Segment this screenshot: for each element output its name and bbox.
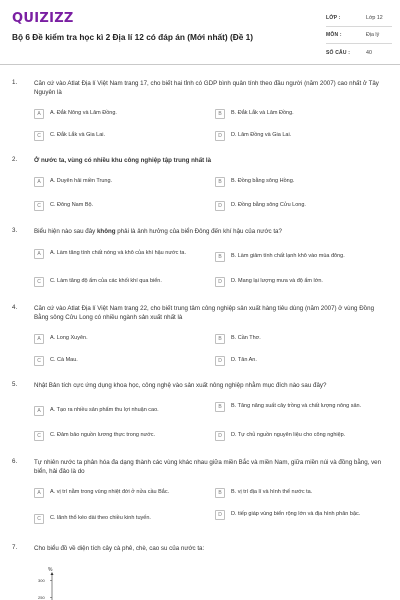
option-letter: D (215, 431, 225, 441)
option-letter: D (215, 277, 225, 287)
option-a[interactable] (34, 249, 210, 259)
option-letter: D (215, 201, 225, 211)
option-letter: D (215, 131, 225, 141)
option-letter: C (34, 201, 44, 211)
question-text: Ở nước ta, vùng có nhiều khu công nghiệp tập trung nhất là (34, 157, 212, 164)
option-d[interactable] (215, 356, 393, 366)
option-text: C. Đông Nam Bộ. (50, 202, 94, 208)
option-letter: A (34, 109, 44, 119)
chart-unit-label: % (48, 567, 53, 573)
question-text: Cho biểu đồ về diện tích cây cà phê, chè, cao su của nước ta: (34, 545, 205, 552)
option-letter: B (215, 334, 225, 344)
question-text-post: phải là ảnh hưởng của biển Đông đến khí hậu của nước ta? (115, 228, 282, 235)
option-letter: D (215, 356, 225, 366)
option-letter: C (34, 431, 44, 441)
option-letter: C (34, 131, 44, 141)
question-text-emphasis: không (96, 228, 116, 235)
meta-row-subject (326, 27, 392, 44)
meta-label: MÔN : (326, 32, 342, 38)
option-text: A. Duyên hải miền Trung. (50, 178, 113, 184)
option-text: A. Làm tăng tính chất nóng và khô của khí hậu nước ta. (50, 250, 187, 256)
option-b[interactable] (215, 177, 393, 187)
option-text: D. Lâm Đồng và Gia Lai. (231, 132, 292, 138)
option-text: B. vị trí địa lí và hình thể nước ta. (231, 489, 313, 495)
option-letter: A (34, 249, 44, 259)
option-d[interactable] (215, 131, 393, 141)
option-b[interactable] (215, 252, 393, 262)
meta-table (326, 10, 392, 61)
option-c[interactable] (34, 277, 210, 287)
question-number: 1. (12, 79, 18, 86)
option-text: C. Đắk Lắk và Gia Lai. (50, 132, 106, 138)
question-number: 5. (12, 381, 18, 388)
option-text: A. vị trí nằm trong vùng nhiệt đới ở nửa cầu Bắc. (50, 489, 170, 495)
chart-fragment (30, 562, 90, 600)
meta-value: Địa lý (366, 32, 380, 38)
option-letter: A (34, 406, 44, 416)
option-text: B. Cần Thơ. (231, 335, 261, 341)
question-text-pre: Biểu hiện nào sau đây (34, 228, 97, 235)
option-letter: B (215, 252, 225, 262)
option-text: D. Tự chủ nguồn nguyên liệu cho công nghiệp. (231, 432, 346, 438)
question-text: Căn cứ vào Atlat Địa lí Việt Nam trang 17, cho biết hai tỉnh có GDP bình quân tính theo đầu người (năm 2007) cao nhất ở Tây Nguyên là (34, 80, 379, 96)
meta-value: 40 (366, 49, 372, 56)
option-c[interactable] (34, 356, 210, 366)
option-letter: D (215, 510, 225, 520)
meta-row-class (326, 10, 392, 27)
header-divider (0, 64, 400, 65)
question-number: 4. (12, 304, 18, 311)
option-a[interactable] (34, 488, 210, 498)
option-letter: A (34, 177, 44, 187)
option-d[interactable] (215, 201, 393, 211)
option-letter: A (34, 334, 44, 344)
question-text: Tự nhiên nước ta phân hóa đa dạng thành các vùng khác nhau giữa miền Bắc và miền Nam, giữa miền núi và đồng bằng, ven biển, hải đảo là do (34, 459, 382, 475)
option-a[interactable] (34, 109, 210, 119)
option-text: C. Đảm bảo nguồn lương thực trong nước. (50, 432, 156, 438)
option-letter: B (215, 488, 225, 498)
chart-tick-label: 250 (38, 595, 45, 600)
meta-label: LỚP : (326, 15, 341, 21)
option-letter: C (34, 356, 44, 366)
option-text: B. Đồng bằng sông Hồng. (231, 178, 295, 184)
question-text (34, 227, 390, 236)
option-d[interactable] (215, 431, 393, 441)
option-c[interactable] (34, 131, 210, 141)
option-text: C. lãnh thổ kéo dài theo chiều kinh tuyến. (50, 515, 151, 521)
option-letter: C (34, 514, 44, 524)
option-text: A. Đắk Nông và Lâm Đồng. (50, 110, 117, 116)
question-number: 3. (12, 227, 18, 234)
option-b[interactable] (215, 488, 393, 498)
option-text: B. Đắk Lắk và Lâm Đồng. (231, 110, 294, 116)
option-letter: B (215, 402, 225, 412)
question-number: 6. (12, 458, 18, 465)
option-letter: B (215, 177, 225, 187)
option-b[interactable] (215, 334, 393, 344)
option-c[interactable] (34, 201, 210, 211)
option-c[interactable] (34, 514, 210, 524)
document-title: Bộ 6 Đề kiểm tra học kì 2 Địa lí 12 có đáp án (Mới nhất) (Đề 1) (12, 32, 254, 42)
option-a[interactable] (34, 406, 210, 416)
option-d[interactable] (215, 510, 393, 520)
meta-value: Lớp 12 (366, 15, 383, 21)
option-text: D. tiếp giáp vùng biển rộng lớn và địa hình phân bậc. (231, 511, 361, 517)
question-number: 7. (12, 544, 18, 551)
option-a[interactable] (34, 334, 210, 344)
option-text: C. Cà Mau. (50, 357, 78, 363)
option-text: D. Tân An. (231, 357, 257, 363)
option-text: B. Tăng năng suất cây trồng và chất lượng nông sản. (231, 403, 362, 409)
worksheet-header (0, 0, 400, 64)
meta-row-count (326, 44, 392, 61)
option-a[interactable] (34, 177, 210, 187)
option-c[interactable] (34, 431, 210, 441)
option-letter: A (34, 488, 44, 498)
question-text: Nhật Bản tích cực ứng dụng khoa học, công nghệ vào sản xuất nông nghiệp nhằm mục đích nào sau đây? (34, 382, 327, 389)
option-text: B. Làm giảm tính chất lạnh khô vào mùa đông. (231, 253, 345, 259)
option-letter: B (215, 109, 225, 119)
quizizz-logo: QUIZIZZ (12, 11, 74, 26)
meta-label: SỐ CÂU : (326, 49, 351, 56)
question-text: Căn cứ vào Atlat Địa lí Việt Nam trang 22, cho biết trung tâm công nghiệp sản xuất hàng tiêu dùng (năm 2007) ở vùng Đồng Bằng sông Cửu Long có nhiều ngành sản xuất nhất là (34, 305, 375, 321)
option-text: C. Làm tăng độ ẩm của các khối khí qua biển. (50, 278, 162, 284)
question-number: 2. (12, 156, 18, 163)
option-text: D. Đồng bằng sông Cửu Long. (231, 202, 306, 208)
option-text: A. Long Xuyên. (50, 335, 88, 341)
option-b[interactable] (215, 109, 393, 119)
option-text: D. Mang lại lượng mưa và độ ẩm lớn. (231, 278, 323, 284)
option-b[interactable] (215, 402, 393, 412)
chart-tick-label: 300 (38, 578, 45, 583)
option-d[interactable] (215, 277, 393, 287)
option-letter: C (34, 277, 44, 287)
option-text: A. Tạo ra nhiều sản phẩm thu lợi nhuận cao. (50, 407, 159, 413)
